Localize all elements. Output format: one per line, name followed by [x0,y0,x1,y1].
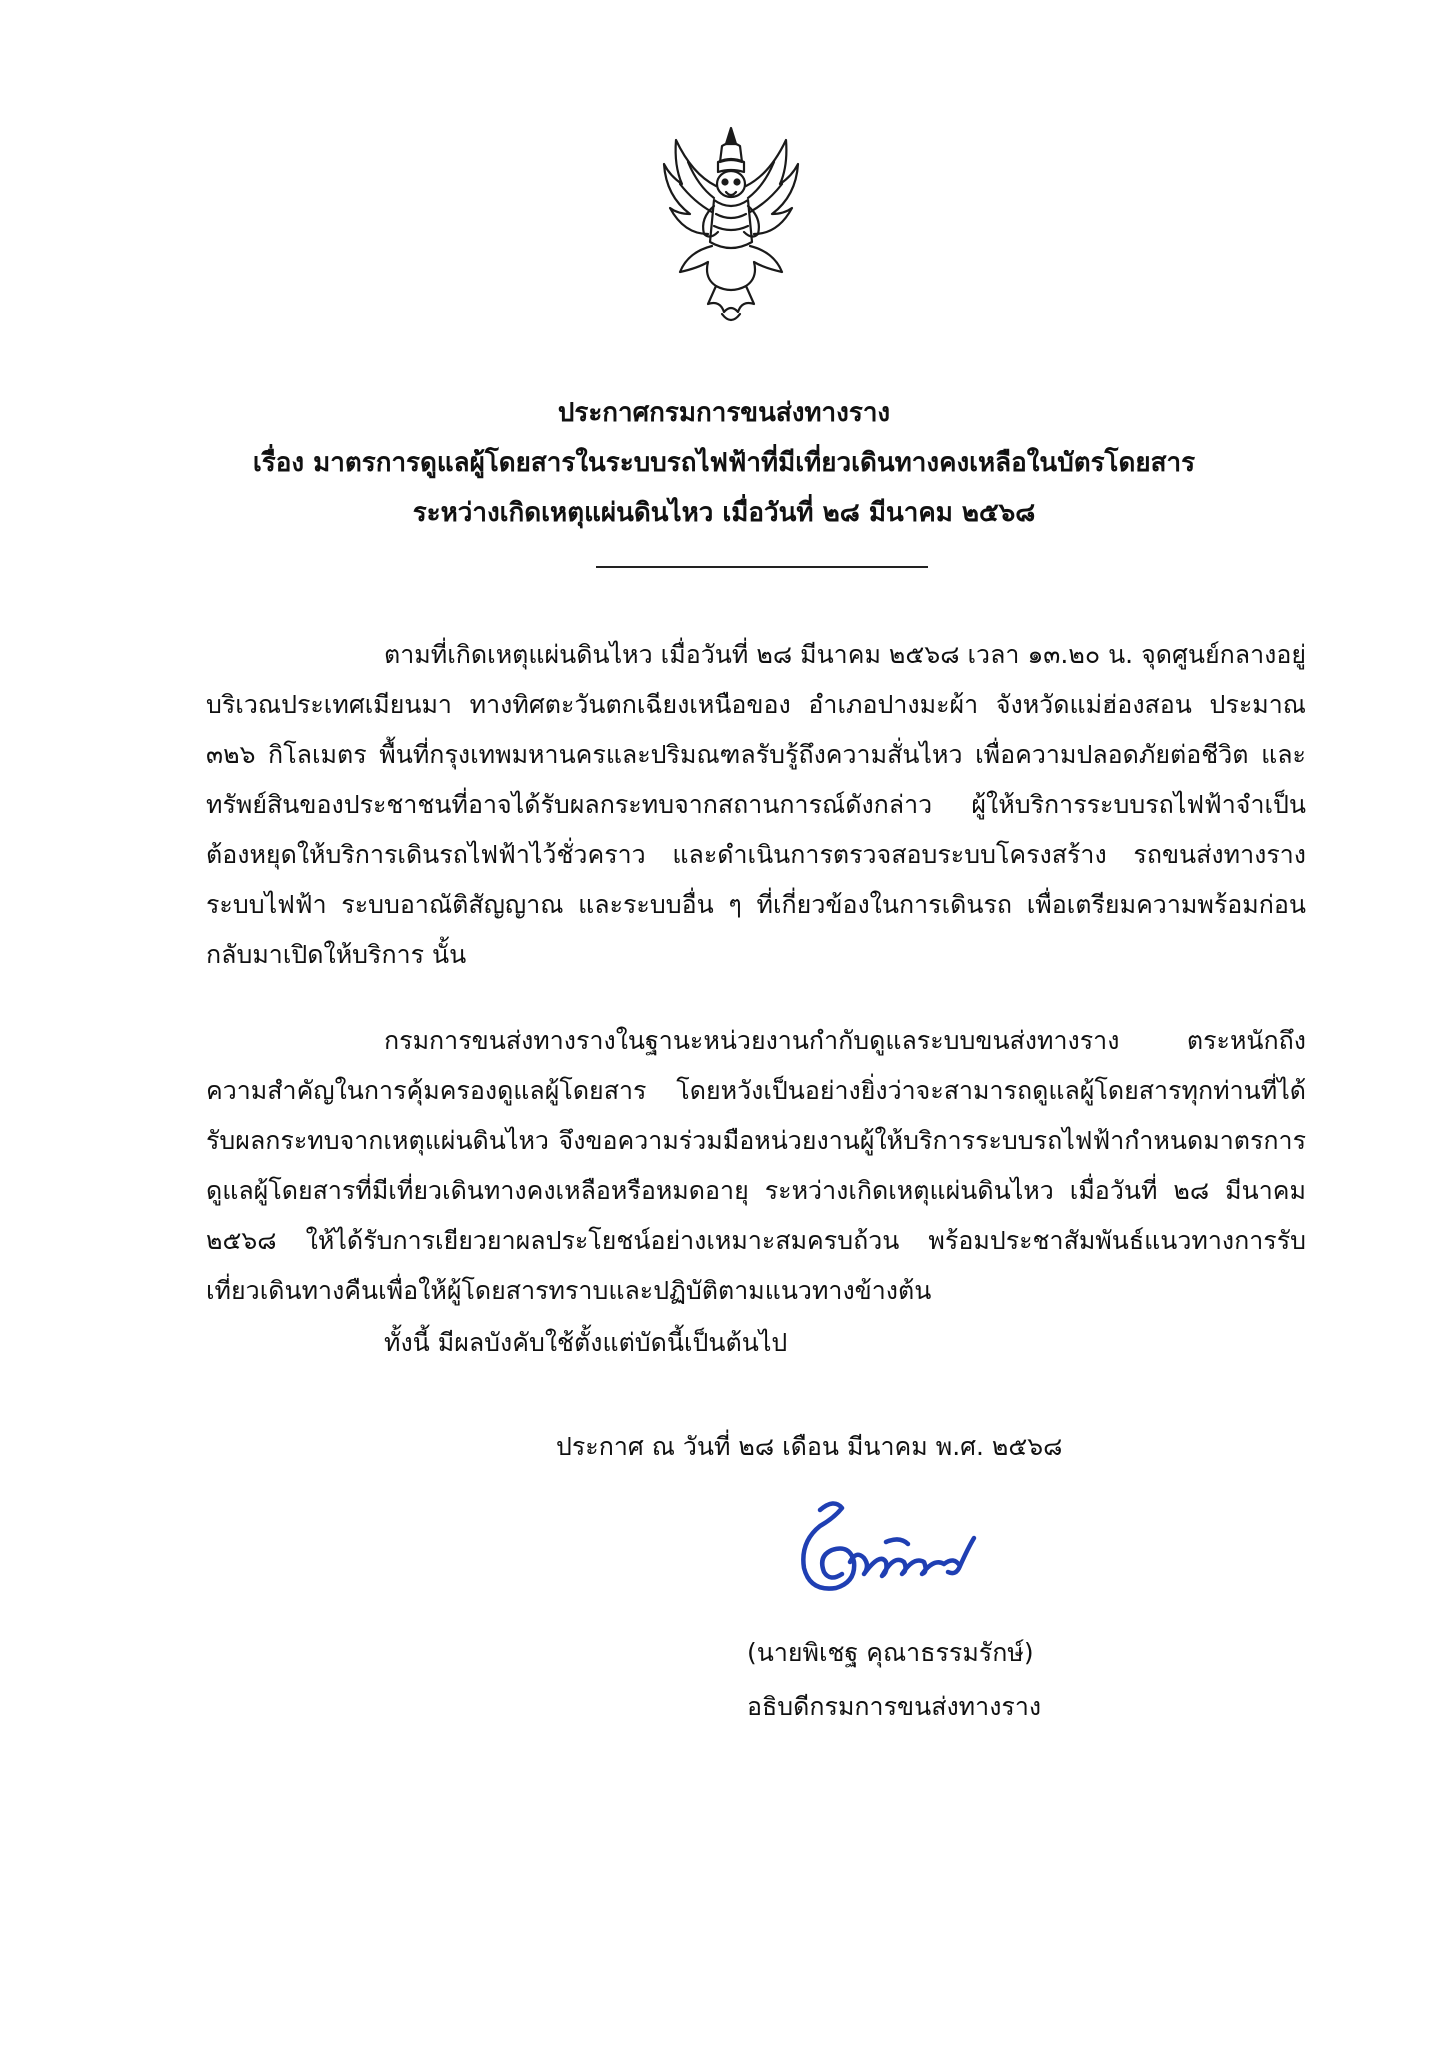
signature-icon [790,1492,980,1607]
subject-line: เรื่อง มาตรการดูแลผู้โดยสารในระบบรถไฟฟ้าที่มีเที่ยวเดินทางคงเหลือในบัตรโดยสาร [252,448,1196,478]
signer-title: อธิบดีกรมการขนส่งทางราง [747,1692,1042,1721]
signer-name: (นายพิเชฐ คุณาธรรมรักษ์) [747,1638,1034,1667]
page-title: ประกาศกรมการขนส่งทางราง [557,398,891,428]
title-block [0,388,1448,538]
garuda-emblem-icon [658,122,804,330]
title-divider [596,566,928,568]
announcement-date: ประกาศ ณ วันที่ ๒๘ เดือน มีนาคม พ.ศ. ๒๕๖๘ [556,1432,1063,1461]
body-paragraph-1: ตามที่เกิดเหตุแผ่นดินไหว เมื่อวันที่ ๒๘ มีนาคม ๒๕๖๘ เวลา ๑๓.๒๐ น. จุดศูนย์กลางอยู่บริเวณประเทศเมียนมา ทางทิศตะวันตกเฉียงเหนือของ อำเภอปางมะผ้า จังหวัดแม่ฮ่องสอน ประมาณ ๓๒๖ กิโลเมตร พื้นที่กรุงเทพมหานครและปริมณฑลรับรู้ถึงความสั่นไหว เพื่อความปลอดภัยต่อชีวิต และทรัพย์สินของประชาชนที่อาจได้รับผลกระทบจากสถานการณ์ดังกล่าว ผู้ให้บริการระบบรถไฟฟ้าจำเป็นต้องหยุดให้บริการเดินรถไฟฟ้าไว้ชั่วคราว และดำเนินการตรวจสอบระบบโครงสร้าง รถขนส่งทางราง ระบบไฟฟ้า ระบบอาณัติสัญญาณ และระบบอื่น ๆ ที่เกี่ยวข้องในการเดินรถ เพื่อเตรียมความพร้อมก่อนกลับมาเปิดให้บริการ นั้น [206,640,1306,969]
effective-clause: ทั้งนี้ มีผลบังคับใช้ตั้งแต่บัดนี้เป็นต้นไป [384,1328,788,1357]
subject-line-2: ระหว่างเกิดเหตุแผ่นดินไหว เมื่อวันที่ ๒๘ มีนาคม ๒๕๖๘ [412,498,1036,528]
body-paragraph-2: กรมการขนส่งทางรางในฐานะหน่วยงานกำกับดูแลระบบขนส่งทางราง ตระหนักถึงความสำคัญในการคุ้มครองดูแลผู้โดยสาร โดยหวังเป็นอย่างยิ่งว่าจะสามารถดูแลผู้โดยสารทุกท่านที่ได้รับผลกระทบจากเหตุแผ่นดินไหว จึงขอความร่วมมือหน่วยงานผู้ให้บริการระบบรถไฟฟ้ากำหนดมาตรการดูแลผู้โดยสารที่มีเที่ยวเดินทางคงเหลือหรือหมดอายุ ระหว่างเกิดเหตุแผ่นดินไหว เมื่อวันที่ ๒๘ มีนาคม ๒๕๖๘ ให้ได้รับการเยียวยาผลประโยชน์อย่างเหมาะสมครบถ้วน พร้อมประชาสัมพันธ์แนวทางการรับเที่ยวเดินทางคืนเพื่อให้ผู้โดยสารทราบและปฏิบัติตามแนวทางข้างต้น [206,1026,1306,1305]
